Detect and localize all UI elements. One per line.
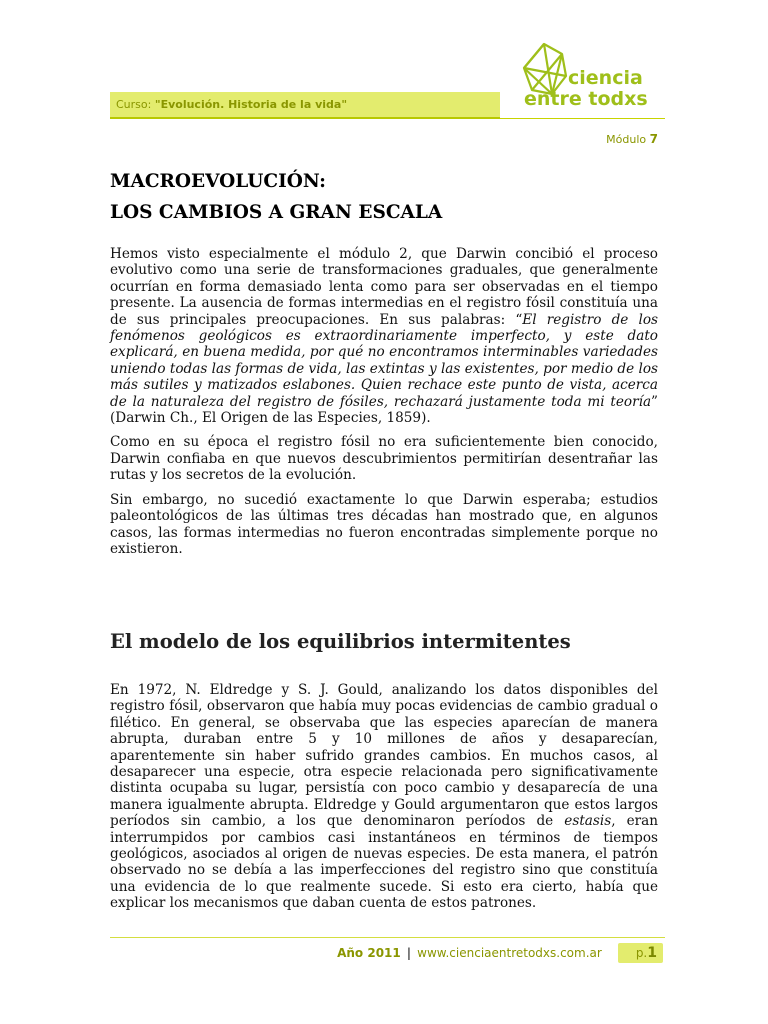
paragraph-eldredge-gould: En 1972, N. Eldredge y S. J. Gould, analizando los datos disponibles del registro fósil, observaron que había muy pocas evidencias de cambio gradual o filético. En general, se observaba que las especies aparecían de manera abrupta, duraban entre 5 y 10 millones de años y desaparecían, aparentemente sin haber sufrido grandes cambios. En muchos casos, al desaparecer una especie, otra especie relacionada pero significativamente distinta ocupaba su lugar, persistía con poco cambio y desaparecía de una manera igualmente abrupta. Eldredge y Gould argumentaron que estos largos períodos sin cambio, a los que denominaron períodos de estasis, eran interrumpidos por cambios casi instantáneos en términos de tiempos geológicos, asociados al origen de nuevas especies. De esta manera, el patrón observado no se debía a las imperfecciones del registro sino que constituía una evidencia de lo que realmente sucede. Si esto era cierto, había que explicar los mecanismos que daban cuenta de estos patrones. — [110, 682, 658, 912]
section-title: El modelo de los equilibrios intermitentes — [110, 630, 571, 653]
footer-divider — [110, 937, 665, 938]
section-text — [110, 682, 658, 912]
footer-year: Año 2011 — [337, 946, 401, 960]
course-banner — [110, 92, 500, 119]
module-number: 7 — [649, 132, 658, 146]
darwin-quote: El registro de los fenómenos geológicos es extraordinariamente imperfecto, y este dato explicará, en buena medida, por qué no encontramos interminables variedades uniendo todas las formas de vida, las extintas y las existentes, por medio de los más sutiles y matizados eslabones. Quien rechace este punto de vista, acerca de la naturaleza del registro de fósiles, rechazará justamente toda mi teoría — [110, 311, 658, 410]
stasis-term: estasis — [564, 813, 612, 830]
logo-line2: entre todxs — [524, 88, 648, 110]
page-footer — [337, 943, 663, 963]
intro-text — [110, 246, 658, 557]
logo-text — [524, 67, 648, 110]
course-label: Curso: "Evolución. Historia de la vida" — [116, 98, 348, 111]
title-line1: MACROEVOLUCIÓN: — [110, 171, 326, 192]
module-indicator: Módulo 7 — [606, 132, 658, 146]
course-name: "Evolución. Historia de la vida" — [154, 98, 348, 111]
page-title — [110, 166, 442, 228]
title-line2: LOS CAMBIOS A GRAN ESCALA — [110, 202, 443, 223]
paragraph-however: Sin embargo, no sucedió exactamente lo que Darwin esperaba; estudios paleontológicos de las últimas tres décadas han mostrado que, en algunos casos, las formas intermedias no fueron encontradas simplemente porque no existieron. — [110, 491, 658, 557]
page-number: 1 — [647, 945, 657, 961]
header-divider — [500, 118, 665, 119]
footer-url[interactable]: www.cienciaentretodxs.com.ar — [417, 946, 602, 960]
logo-line1: ciencia — [568, 67, 643, 89]
page-number-badge: p.1 — [618, 943, 663, 963]
paragraph-fossil-record: Como en su época el registro fósil no era suficientemente bien conocido, Darwin confiaba en que nuevos descubrimientos permitirían desentrañar las rutas y los secretos de la evolución. — [110, 434, 658, 484]
paragraph-darwin-quote: Hemos visto especialmente el módulo 2, que Darwin concibió el proceso evolutivo como una serie de transformaciones graduales, que generalmente ocurrían en forma demasiado lenta como para ser observadas en el tiempo presente. La ausencia de formas intermedias en el registro fósil constituía una de sus principales preocupaciones. En sus palabras: “El registro de los fenómenos geológicos es extraordinariamente imperfecto, y este dato explicará, en buena medida, por qué no encontramos interminables variedades uniendo todas las formas de vida, las extintas y las existentes, por medio de los más sutiles y matizados eslabones. Quien rechace este punto de vista, acerca de la naturaleza del registro de fósiles, rechazará justamente toda mi teoría” (Darwin Ch., El Origen de las Especies, 1859). — [110, 246, 658, 427]
footer-separator: | — [406, 946, 412, 960]
